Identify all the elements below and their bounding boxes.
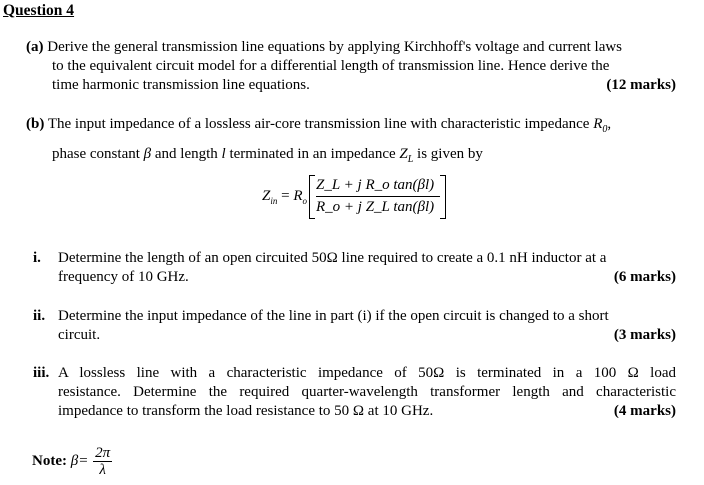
sub-i-line1: Determine the length of an open circuited 50Ω line required to create a 0.1 nH inductor at a — [58, 250, 607, 266]
part-a-marks: (12 marks) — [606, 77, 676, 93]
note-label: Note: — [32, 452, 67, 469]
beta-symbol: β — [143, 146, 152, 162]
note-fraction — [93, 445, 112, 478]
l-symbol: l — [221, 146, 226, 162]
formula-lhs: $Z_{in} = R_o$ — [262, 188, 307, 206]
formula-denominator: R_o + j Z_L tan(βl) — [316, 199, 435, 215]
part-b-label: (b) — [26, 116, 45, 132]
part-b — [26, 115, 676, 169]
part-b-line2 — [26, 145, 676, 169]
sub-question-ii — [33, 307, 676, 345]
zl-symbol: $Z_L$ — [399, 146, 414, 165]
part-b-text2a: phase constant — [52, 146, 140, 162]
sub-question-iii — [33, 364, 676, 421]
sub-ii-line1: Determine the input impedance of the line in part (i) if the open circuit is changed to a short — [58, 308, 609, 324]
sub-ii-line2 — [58, 326, 676, 345]
fraction-bar — [316, 196, 440, 197]
sub-iii-line2: resistance. Determine the required quarter-wavelength transformer length and characteristic — [58, 384, 676, 400]
note-lhs: β= — [70, 452, 89, 469]
note — [32, 445, 112, 478]
question-heading: Question 4 — [3, 2, 75, 19]
sub-i-line2 — [58, 268, 676, 287]
sub-ii-marks: (3 marks) — [613, 327, 676, 343]
part-a-text3: time harmonic transmission line equations. — [52, 77, 310, 93]
note-denominator: λ — [99, 462, 106, 478]
part-b-text2c: terminated in an impedance — [229, 146, 396, 162]
part-a-line1 — [26, 38, 676, 57]
part-b-text2b: and length — [154, 146, 218, 162]
sub-iii-line3 — [58, 402, 676, 421]
sub-iii-text3: impedance to transform the load resistance to 50 Ω at 10 GHz. — [58, 403, 434, 419]
right-bracket — [440, 175, 446, 219]
sub-ii-text2: circuit. — [58, 327, 101, 343]
part-b-text1: The input impedance of a lossless air-core transmission line with characteristic impedance — [47, 116, 590, 132]
part-a-line3 — [26, 76, 676, 95]
sub-i-marks: (6 marks) — [613, 269, 676, 285]
part-b-text2d: is given by — [417, 146, 483, 162]
part-a — [26, 38, 676, 95]
r0-symbol: $R_0$ — [593, 116, 608, 135]
note-numerator: 2π — [95, 445, 111, 461]
formula-numerator: Z_L + j R_o tan(βl) — [316, 177, 435, 193]
sub-iii-line1: A lossless line with a characteristic impedance of 50Ω is terminated in a 100 Ω load — [58, 365, 676, 381]
part-a-text1: Derive the general transmission line equations by applying Kirchhoff's voltage and current laws — [47, 39, 623, 55]
sub-question-i — [33, 249, 676, 287]
part-b-line1: (b) The input impedance of a lossless air-core transmission line with characteristic impedance $R_0$, — [26, 116, 612, 135]
sub-ii-label: ii. — [33, 308, 46, 324]
sub-i-label: i. — [33, 250, 41, 266]
part-a-line2: to the equivalent circuit model for a differential length of transmission line. Hence derive the — [52, 58, 610, 74]
sub-iii-label: iii. — [33, 365, 50, 381]
sub-i-text2: frequency of 10 GHz. — [58, 269, 189, 285]
sub-iii-marks: (4 marks) — [613, 403, 676, 419]
left-bracket — [309, 175, 315, 219]
part-a-label: (a) — [26, 39, 44, 55]
